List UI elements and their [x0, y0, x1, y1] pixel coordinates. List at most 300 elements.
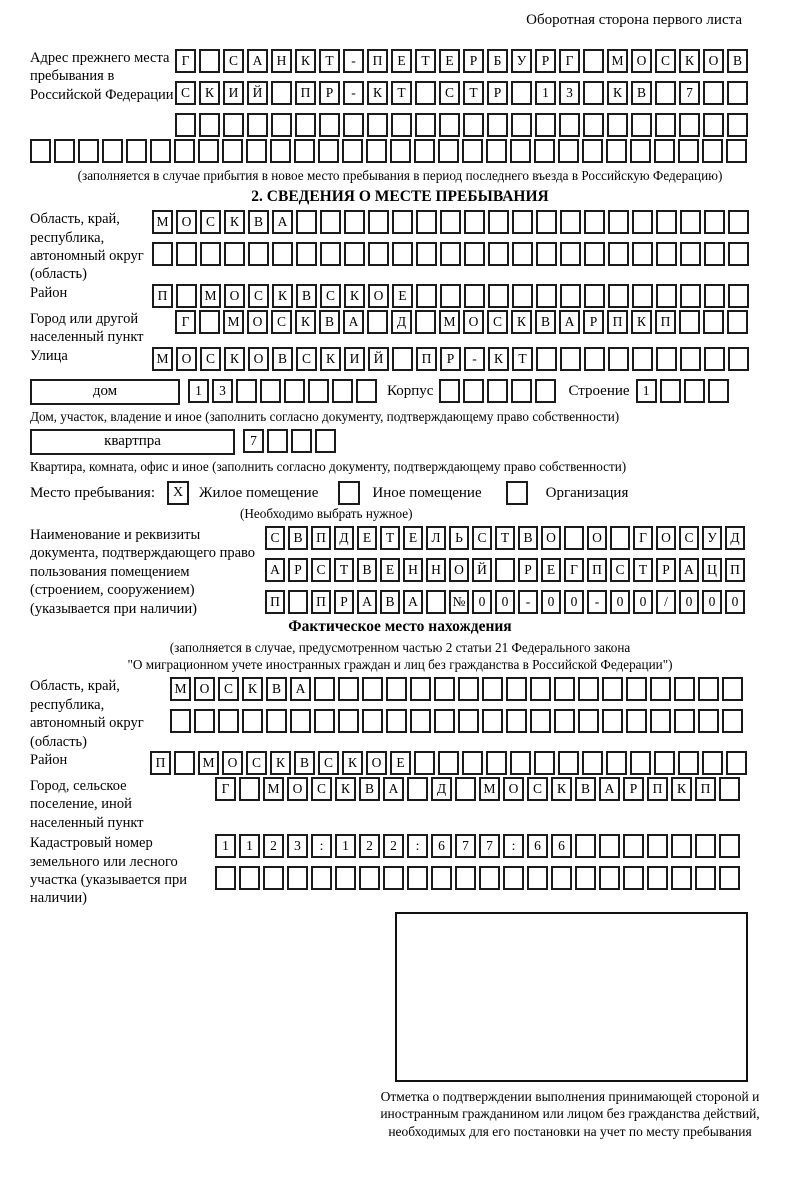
form-cell: 6 — [431, 834, 452, 858]
form-cell: - — [518, 590, 538, 614]
confirmation-mark-box — [395, 912, 748, 1082]
form-cell — [506, 677, 527, 701]
form-cell: Г — [564, 558, 584, 582]
form-cell — [486, 751, 507, 775]
form-cell: П — [295, 81, 316, 105]
form-cell — [554, 677, 575, 701]
form-cell — [344, 210, 365, 234]
form-cell: У — [511, 49, 532, 73]
form-cell — [698, 709, 719, 733]
form-cell: С — [246, 751, 267, 775]
form-cell — [684, 379, 705, 403]
form-cell — [215, 866, 236, 890]
form-cell — [368, 242, 389, 266]
form-cell — [704, 210, 725, 234]
form-cell: А — [357, 590, 377, 614]
prev-address-row-1 — [175, 49, 748, 73]
form-cell — [512, 242, 533, 266]
form-cell — [608, 347, 629, 371]
form-cell — [495, 558, 515, 582]
form-cell: И — [344, 347, 365, 371]
form-cell: М — [263, 777, 284, 801]
form-cell — [503, 866, 524, 890]
form-cell: М — [223, 310, 244, 334]
form-cell: К — [607, 81, 628, 105]
form-cell: 1 — [636, 379, 657, 403]
form-cell — [722, 677, 743, 701]
form-cell: В — [272, 347, 293, 371]
form-cell — [320, 242, 341, 266]
form-cell — [287, 866, 308, 890]
form-cell — [462, 139, 483, 163]
form-cell: Е — [390, 751, 411, 775]
form-cell: В — [359, 777, 380, 801]
form-cell — [727, 113, 748, 137]
form-cell: О — [224, 284, 245, 308]
form-cell — [511, 81, 532, 105]
form-cell — [359, 866, 380, 890]
form-cell — [199, 310, 220, 334]
form-cell: К — [199, 81, 220, 105]
form-cell — [482, 709, 503, 733]
form-cell — [434, 677, 455, 701]
form-cell — [102, 139, 123, 163]
form-cell: В — [294, 751, 315, 775]
form-cell — [630, 139, 651, 163]
form-cell: П — [152, 284, 173, 308]
fact-oblast-rows — [170, 677, 743, 733]
form-cell — [671, 834, 692, 858]
form-cell — [558, 139, 579, 163]
gorod-block — [30, 310, 770, 347]
form-cell — [458, 709, 479, 733]
prev-address-rows — [175, 49, 748, 137]
form-cell: Д — [431, 777, 452, 801]
form-cell — [530, 677, 551, 701]
form-cell: О — [631, 49, 652, 73]
form-cell — [270, 139, 291, 163]
form-cell: Н — [426, 558, 446, 582]
document-block — [30, 526, 770, 618]
form-cell — [536, 284, 557, 308]
form-cell — [440, 210, 461, 234]
form-cell: 7 — [455, 834, 476, 858]
form-cell — [362, 677, 383, 701]
form-cell: К — [270, 751, 291, 775]
fact-oblast-row-2 — [170, 709, 743, 733]
form-cell — [610, 526, 630, 550]
form-cell: Т — [391, 81, 412, 105]
form-cell — [248, 242, 269, 266]
form-cell — [654, 751, 675, 775]
form-cell — [608, 284, 629, 308]
raion-label: Район — [30, 284, 68, 301]
form-cell — [584, 242, 605, 266]
form-cell — [194, 709, 215, 733]
form-cell — [655, 81, 676, 105]
form-cell — [704, 347, 725, 371]
form-cell — [719, 777, 740, 801]
kadastr-rows — [215, 834, 740, 890]
form-cell — [392, 210, 413, 234]
form-cell — [199, 49, 220, 73]
form-cell — [535, 113, 556, 137]
prev-address-row-2 — [175, 81, 748, 105]
form-cell — [702, 139, 723, 163]
form-cell — [578, 709, 599, 733]
form-cell: А — [403, 590, 423, 614]
form-cell: Ь — [449, 526, 469, 550]
form-cell — [482, 677, 503, 701]
form-cell: Р — [319, 81, 340, 105]
form-cell — [247, 113, 268, 137]
option-inoe-label: Иное помещение — [372, 484, 482, 501]
form-cell — [656, 210, 677, 234]
form-cell — [440, 284, 461, 308]
form-cell: Т — [512, 347, 533, 371]
form-cell: Т — [495, 526, 515, 550]
form-cell — [726, 139, 747, 163]
form-cell — [582, 139, 603, 163]
form-cell — [440, 242, 461, 266]
form-cell: : — [311, 834, 332, 858]
form-cell: П — [311, 526, 331, 550]
section2-title: 2. СВЕДЕНИЯ О МЕСТЕ ПРЕБЫВАНИЯ — [251, 188, 549, 206]
form-cell: П — [367, 49, 388, 73]
form-cell: 7 — [243, 429, 264, 453]
form-cell: : — [503, 834, 524, 858]
form-cell — [438, 139, 459, 163]
form-cell: Т — [415, 49, 436, 73]
prev-address-block — [30, 49, 770, 137]
form-cell: К — [679, 49, 700, 73]
form-cell: С — [472, 526, 492, 550]
oblast-label: Область, край, республика, автономный округ (область) — [30, 211, 144, 283]
form-cell — [719, 834, 740, 858]
form-cell — [708, 379, 729, 403]
stroenie-cells — [636, 379, 729, 403]
oblast-row-1 — [152, 210, 749, 234]
form-cell: 3 — [212, 379, 233, 403]
form-cell — [630, 751, 651, 775]
form-cell: С — [679, 526, 699, 550]
form-cell: С — [655, 49, 676, 73]
form-cell — [671, 866, 692, 890]
form-cell — [383, 866, 404, 890]
form-cell: Т — [633, 558, 653, 582]
form-cell — [294, 139, 315, 163]
document-row-2 — [265, 558, 745, 582]
form-cell — [536, 210, 557, 234]
form-cell: В — [631, 81, 652, 105]
form-cell — [680, 210, 701, 234]
form-cell — [660, 379, 681, 403]
form-cell: М — [200, 284, 221, 308]
form-cell: - — [343, 81, 364, 105]
form-cell: С — [218, 677, 239, 701]
form-cell — [416, 210, 437, 234]
form-cell: О — [176, 210, 197, 234]
form-cell — [679, 310, 700, 334]
form-cell — [415, 113, 436, 137]
form-cell — [626, 709, 647, 733]
form-cell: О — [463, 310, 484, 334]
form-cell: 0 — [472, 590, 492, 614]
fact-title: Фактическое место нахождения — [288, 618, 512, 636]
form-cell — [338, 709, 359, 733]
form-cell: Р — [518, 558, 538, 582]
form-cell — [407, 777, 428, 801]
form-cell — [367, 113, 388, 137]
option-zhiloe-label: Жилое помещение — [199, 484, 319, 501]
form-cell: К — [488, 347, 509, 371]
form-cell — [488, 242, 509, 266]
form-cell: 1 — [188, 379, 209, 403]
form-cell — [315, 429, 336, 453]
form-cell — [54, 139, 75, 163]
form-cell: К — [272, 284, 293, 308]
form-cell: : — [407, 834, 428, 858]
form-cell: Е — [380, 558, 400, 582]
form-cell: - — [587, 590, 607, 614]
form-cell — [386, 677, 407, 701]
form-cell — [656, 284, 677, 308]
mesto-caption: (Необходимо выбрать нужное) — [240, 505, 413, 521]
korpus-cells — [439, 379, 556, 403]
form-cell: П — [655, 310, 676, 334]
form-cell: - — [343, 49, 364, 73]
form-cell: А — [247, 49, 268, 73]
form-cell — [527, 866, 548, 890]
checkbox-zhiloe: X — [167, 481, 189, 505]
form-cell: П — [607, 310, 628, 334]
form-cell — [728, 347, 749, 371]
fact-oblast-label: Область, край, республика, автономный округ (область) — [30, 678, 144, 750]
fact-gorod-row — [215, 777, 740, 801]
form-cell: С — [487, 310, 508, 334]
form-cell — [511, 113, 532, 137]
form-cell — [263, 866, 284, 890]
form-cell — [434, 709, 455, 733]
form-cell: А — [272, 210, 293, 234]
form-cell — [602, 677, 623, 701]
oblast-rows — [152, 210, 749, 266]
form-cell: К — [671, 777, 692, 801]
form-cell — [463, 379, 484, 403]
form-cell — [439, 379, 460, 403]
form-cell: В — [380, 590, 400, 614]
kadastr-row-1 — [215, 834, 740, 858]
form-cell — [368, 210, 389, 234]
form-cell — [584, 284, 605, 308]
form-cell — [431, 866, 452, 890]
form-cell: Г — [175, 49, 196, 73]
form-cell — [343, 113, 364, 137]
form-cell: 2 — [383, 834, 404, 858]
form-cell — [511, 379, 532, 403]
form-cell — [674, 677, 695, 701]
form-cell: В — [575, 777, 596, 801]
form-cell: Г — [175, 310, 196, 334]
prev-address-label: Адрес прежнего места пребывания в Российской Федерации — [30, 50, 174, 103]
prev-address-row-4 — [30, 139, 770, 163]
form-cell — [272, 242, 293, 266]
form-cell — [464, 284, 485, 308]
stroenie-label: Строение — [568, 382, 630, 399]
form-cell — [488, 210, 509, 234]
form-cell — [599, 866, 620, 890]
form-cell — [392, 347, 413, 371]
form-cell — [728, 242, 749, 266]
form-cell — [536, 347, 557, 371]
form-cell: Г — [215, 777, 236, 801]
form-cell: О — [703, 49, 724, 73]
form-cell: Й — [247, 81, 268, 105]
dom-row — [30, 379, 770, 405]
form-cell: А — [383, 777, 404, 801]
form-cell: К — [335, 777, 356, 801]
form-cell — [174, 751, 195, 775]
form-cell — [704, 242, 725, 266]
form-cell: О — [503, 777, 524, 801]
form-cell: К — [367, 81, 388, 105]
document-row-1 — [265, 526, 745, 550]
form-cell — [530, 709, 551, 733]
form-cell: И — [223, 81, 244, 105]
form-cell — [266, 709, 287, 733]
form-cell — [223, 113, 244, 137]
form-cell: / — [656, 590, 676, 614]
mesto-row — [30, 481, 770, 505]
form-cell — [296, 242, 317, 266]
form-cell — [335, 866, 356, 890]
document-row-3 — [265, 590, 745, 614]
fact-gorod-label: Город, сельское поселение, иной населенный пункт — [30, 778, 144, 831]
form-cell — [391, 113, 412, 137]
form-cell — [695, 866, 716, 890]
form-cell — [414, 751, 435, 775]
form-cell — [30, 139, 51, 163]
form-cell: Р — [623, 777, 644, 801]
form-cell — [702, 751, 723, 775]
form-cell — [575, 866, 596, 890]
mesto-label: Место пребывания: — [30, 484, 155, 501]
form-cell: О — [368, 284, 389, 308]
form-cell: 0 — [541, 590, 561, 614]
form-cell — [170, 709, 191, 733]
form-cell — [680, 284, 701, 308]
form-cell: 0 — [610, 590, 630, 614]
form-cell — [260, 379, 281, 403]
form-cell: 2 — [359, 834, 380, 858]
form-cell — [560, 347, 581, 371]
form-cell: Т — [463, 81, 484, 105]
fact-caption-2: "О миграционном учете иностранных граждан и лиц без гражданства в Российской Федерации") — [127, 657, 673, 673]
form-cell: М — [152, 347, 173, 371]
form-cell — [314, 709, 335, 733]
form-cell — [632, 284, 653, 308]
form-cell — [599, 834, 620, 858]
form-cell — [626, 677, 647, 701]
fact-oblast-row-1 — [170, 677, 743, 701]
form-cell — [695, 834, 716, 858]
form-cell — [362, 709, 383, 733]
form-cell: Р — [656, 558, 676, 582]
form-cell: Р — [487, 81, 508, 105]
form-cell: Н — [271, 49, 292, 73]
form-cell — [583, 49, 604, 73]
dom-cells — [188, 379, 377, 403]
form-cell: О — [222, 751, 243, 775]
form-cell — [386, 709, 407, 733]
form-cell: 1 — [239, 834, 260, 858]
raion-block — [30, 284, 770, 308]
fact-oblast-block — [30, 677, 770, 751]
form-cell: С — [610, 558, 630, 582]
form-cell — [535, 379, 556, 403]
form-cell: Е — [392, 284, 413, 308]
form-cell: Д — [334, 526, 354, 550]
option-organizatsiya-label: Организация — [545, 484, 629, 501]
document-label: Наименование и реквизиты документа, подтверждающего право пользования помещением (строением, сооружением) (указывается при наличии) — [30, 527, 256, 617]
form-cell — [512, 284, 533, 308]
form-cell — [728, 210, 749, 234]
form-cell — [560, 284, 581, 308]
form-cell — [632, 347, 653, 371]
form-cell: О — [541, 526, 561, 550]
form-cell: 1 — [335, 834, 356, 858]
form-cell — [698, 677, 719, 701]
form-cell: К — [511, 310, 532, 334]
form-cell — [488, 284, 509, 308]
form-cell: - — [464, 347, 485, 371]
form-cell: С — [200, 347, 221, 371]
form-cell — [631, 113, 652, 137]
form-cell: 1 — [215, 834, 236, 858]
ulitsa-block — [30, 347, 770, 371]
form-cell: С — [320, 284, 341, 308]
form-cell — [288, 590, 308, 614]
form-cell — [575, 834, 596, 858]
form-cell: 0 — [679, 590, 699, 614]
form-cell — [198, 139, 219, 163]
form-cell: А — [290, 677, 311, 701]
kvartira-box: квартпра — [30, 429, 235, 455]
korpus-label: Корпус — [387, 382, 434, 399]
form-cell — [727, 310, 748, 334]
form-cell — [703, 81, 724, 105]
form-cell: Т — [380, 526, 400, 550]
form-cell — [463, 113, 484, 137]
form-cell: К — [295, 49, 316, 73]
kvartira-cells — [243, 429, 336, 453]
form-cell: О — [176, 347, 197, 371]
form-cell: К — [551, 777, 572, 801]
checkbox-organizatsiya — [506, 481, 528, 505]
footer-note: Отметка о подтверждении выполнения принимающей стороной и иностранным гражданином или лицом без гражданства действий, необходимых для его постановки на учет по месту пребывания — [380, 1088, 760, 1139]
form-cell: 6 — [527, 834, 548, 858]
form-cell: 0 — [633, 590, 653, 614]
form-cell: М — [152, 210, 173, 234]
form-cell — [284, 379, 305, 403]
form-cell — [654, 139, 675, 163]
form-cell: С — [265, 526, 285, 550]
fact-raion-label: Район — [30, 752, 68, 769]
form-cell — [308, 379, 329, 403]
form-cell — [703, 310, 724, 334]
form-cell: С — [175, 81, 196, 105]
form-cell: В — [296, 284, 317, 308]
